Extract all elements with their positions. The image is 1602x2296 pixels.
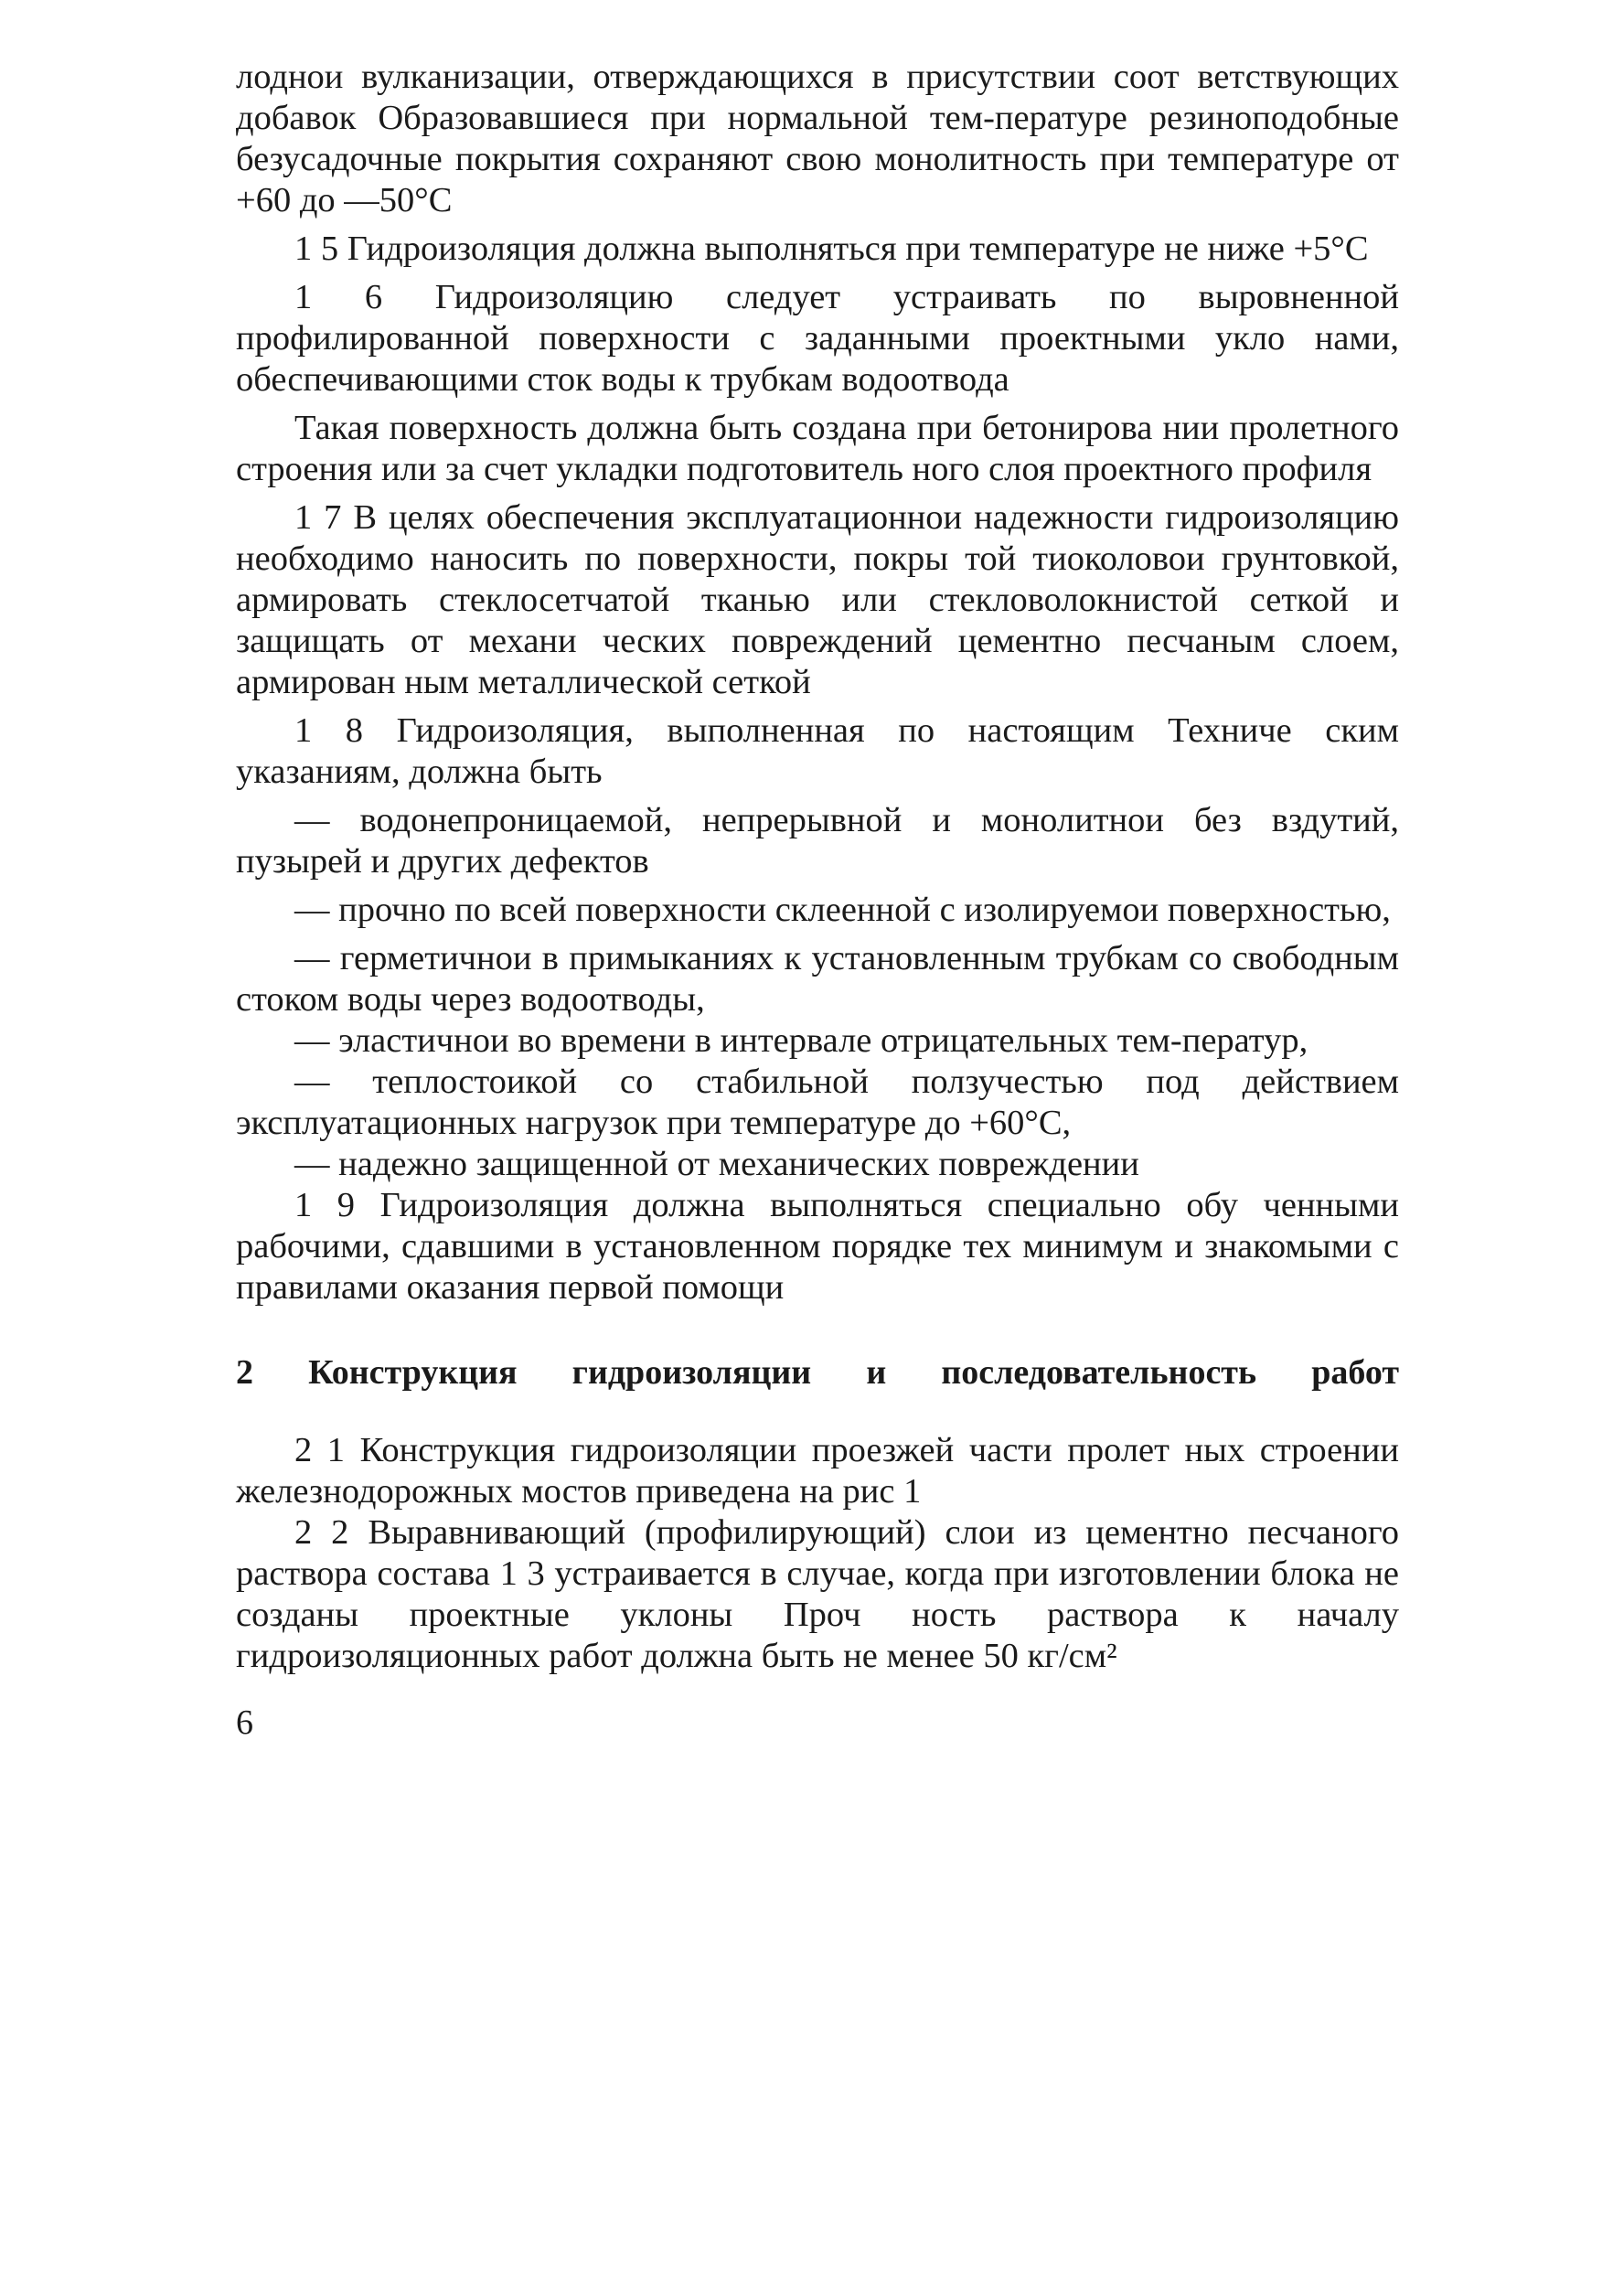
paragraph-2-2: 2 2 Выравнивающий (профилирующий) слои из цементно песчаного раствора состава 1 3 устраивается в случае, когда при изготовлении блока не созданы проектные уклоны Проч ность раствора к началу гидроизоляционных работ должна быть не менее 50 кг/см² — [236, 1513, 1399, 1675]
paragraph-intro: лоднои вулканизации, отверждающихся в присутствии соот ветствующих добавок Образовавшиеся при нормальной тем-пературе резиноподобные безусадочные покрытия сохраняют свою монолитность при температуре от +60 до —50°C — [236, 58, 1399, 219]
list-item: — надежно защищенной от механических повреждении — [294, 1145, 1139, 1183]
paragraph-1-8: 1 8 Гидроизоляция, выполненная по настоящим Техниче ским указаниям, должна быть — [236, 711, 1399, 791]
paragraph-1-5: 1 5 Гидроизоляция должна выполняться при температуре не ниже +5°C — [294, 230, 1369, 268]
paragraph-surface: Такая поверхность должна быть создана при бетонирова нии пролетного строения или за счет укладки подготовитель ного слоя проектного профиля — [236, 409, 1399, 488]
paragraph-1-9: 1 9 Гидроизоляция должна выполняться специально обу ченными рабочими, сдавшими в установленном порядке тех минимум и знакомыми с правилами оказания первой помощи — [236, 1186, 1399, 1307]
page-number: 6 — [236, 1703, 253, 1742]
paragraph-1-6: 1 6 Гидроизоляцию следует устраивать по выровненной профилированной поверхности с заданными проектными укло нами, обеспечивающими сток воды к трубкам водоотвода — [236, 278, 1399, 399]
section-heading: 2 Конструкция гидроизоляции и последовательность работ — [236, 1353, 1399, 1392]
requirements-list — [236, 800, 1399, 1185]
list-item: — водонепроницаемой, непрерывной и монолитнои без вздутий, пузырей и других дефектов — [236, 801, 1399, 881]
list-item: — теплостоикой со стабильной ползучестью под действием эксплуатационных нагрузок при температуре до +60°C, — [236, 1063, 1399, 1142]
paragraph-1-7: 1 7 В целях обеспечения эксплуатационнои надежности гидроизоляцию необходимо наносить по поверхности, покры той тиоколовои грунтовкой, армировать стеклосетчатой тканью или стекловолокнистой сеткой и защищать от механи ческих повреждений цементно песчаным слоем, армирован ным металлической сеткой — [236, 498, 1399, 701]
list-item: — герметичнои в примыканиях к установленным трубкам со свободным стоком воды через водоотводы, — [236, 939, 1399, 1019]
paragraph-2-1: 2 1 Конструкция гидроизоляции проезжей части пролет ных строении железнодорожных мостов приведена на рис 1 — [236, 1431, 1399, 1511]
list-item: — прочно по всей поверхности склеенной с изолируемои поверхностью, — [294, 891, 1391, 929]
document-page — [236, 57, 1399, 1744]
list-item: — эластичнои во времени в интервале отрицательных тем-ператур, — [294, 1021, 1308, 1060]
